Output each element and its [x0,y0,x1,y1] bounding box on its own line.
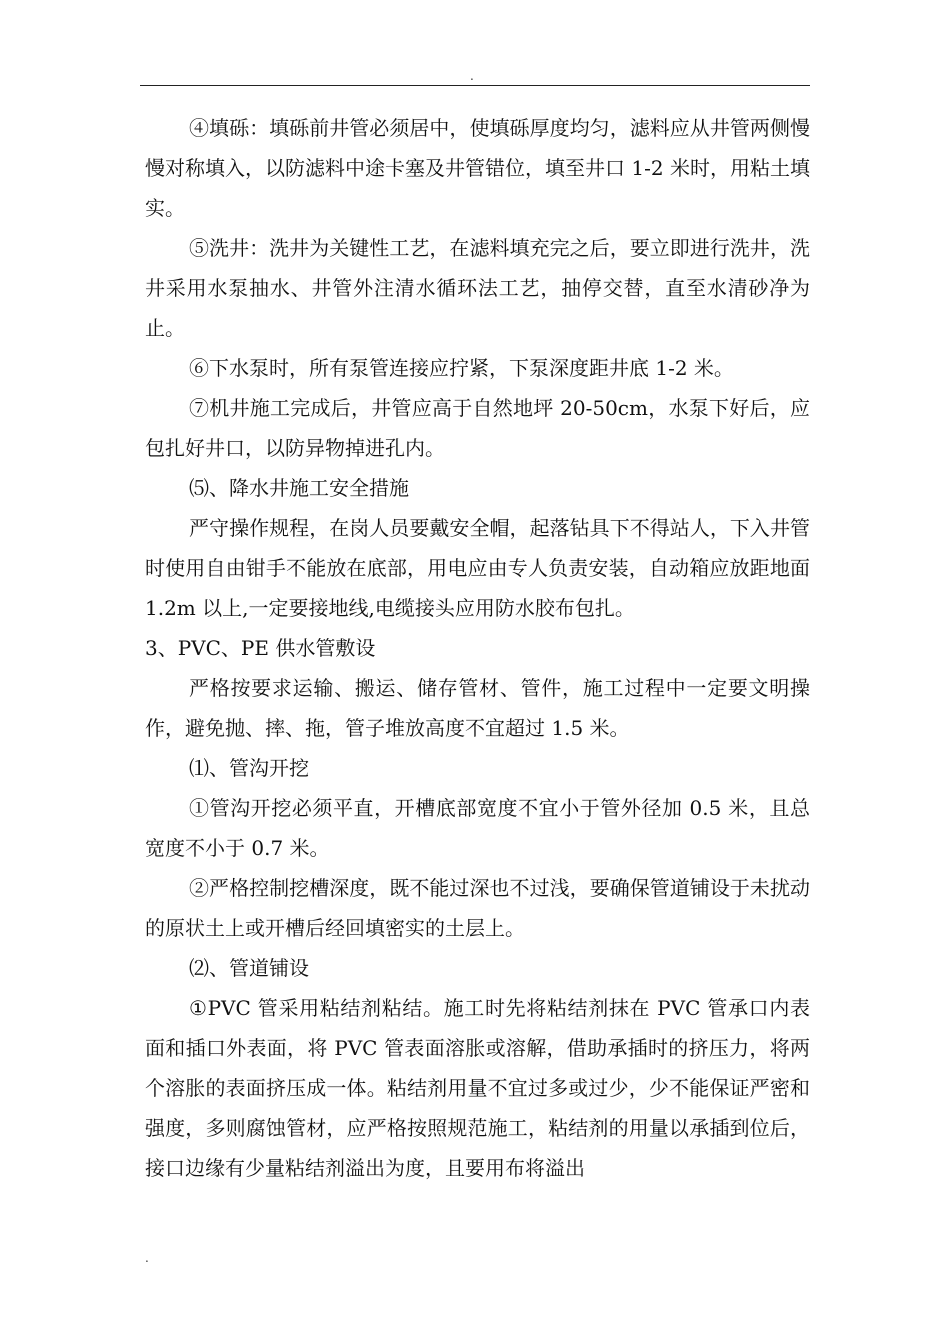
header-mark: . [470,69,474,83]
paragraph-gravel-filling: ④填砾：填砾前井管必须居中，使填砾厚度均匀，滤料应从井管两侧慢慢对称填入，以防滤料中途卡塞及井管错位，填至井口 1-2 米时，用粘土填实。 [145,116,810,220]
paragraph-well-washing: ⑤洗井：洗井为关键性工艺，在滤料填充完之后，要立即进行洗井，洗井采用水泵抽水、井管外注清水循环法工艺，抽停交替，直至水清砂净为止。 [145,236,810,340]
footer-mark: . [145,1251,149,1265]
document-body [145,108,810,1188]
header-divider [140,85,810,86]
paragraph-trench-depth: ②严格控制挖槽深度，既不能过深也不过浅，要确保管道铺设于未扰动的原状土上或开槽后经回填密实的土层上。 [145,876,810,940]
paragraph-trench-width: ①管沟开挖必须平直，开槽底部宽度不宜小于管外径加 0.5 米，且总宽度不小于 0.7 米。 [145,796,810,860]
section-heading-safety: ⑸、降水井施工安全措施 [189,476,409,500]
paragraph-pipe-handling: 严格按要求运输、搬运、储存管材、管件，施工过程中一定要文明操作，避免抛、摔、拖，管子堆放高度不宜超过 1.5 米。 [145,676,810,740]
section-heading-pipe-install: ⑵、管道铺设 [189,956,309,980]
section-heading-pipe-laying: 3、PVC、PE 供水管敷设 [145,636,376,660]
paragraph-pvc-bonding: ①PVC 管采用粘结剂粘结。施工时先将粘结剂抹在 PVC 管承口内表面和插口外表面，将 PVC 管表面溶胀或溶解，借助承插时的挤压力，将两个溶胀的表面挤压成一体。粘结剂用量不宜过多或过少，少不能保证严密和强度，多则腐蚀管材，应严格按照规范施工，粘结剂的用量以承插到位后，接口边缘有少量粘结剂溢出为度，且要用布将溢出 [145,996,810,1180]
paragraph-pump-install: ⑥下水泵时，所有泵管连接应拧紧，下泵深度距井底 1-2 米。 [189,356,734,380]
paragraph-safety-rules: 严守操作规程，在岗人员要戴安全帽，起落钻具下不得站人，下入井管时使用自由钳手不能放在底部，用电应由专人负责安装，自动箱应放距地面 1.2m 以上,一定要接地线,电缆接头应用防水胶布包扎。 [145,516,810,620]
paragraph-well-completion: ⑦机井施工完成后，井管应高于自然地坪 20-50cm，水泵下好后，应包扎好井口，以防异物掉进孔内。 [145,396,810,460]
section-heading-trench: ⑴、管沟开挖 [189,756,309,780]
